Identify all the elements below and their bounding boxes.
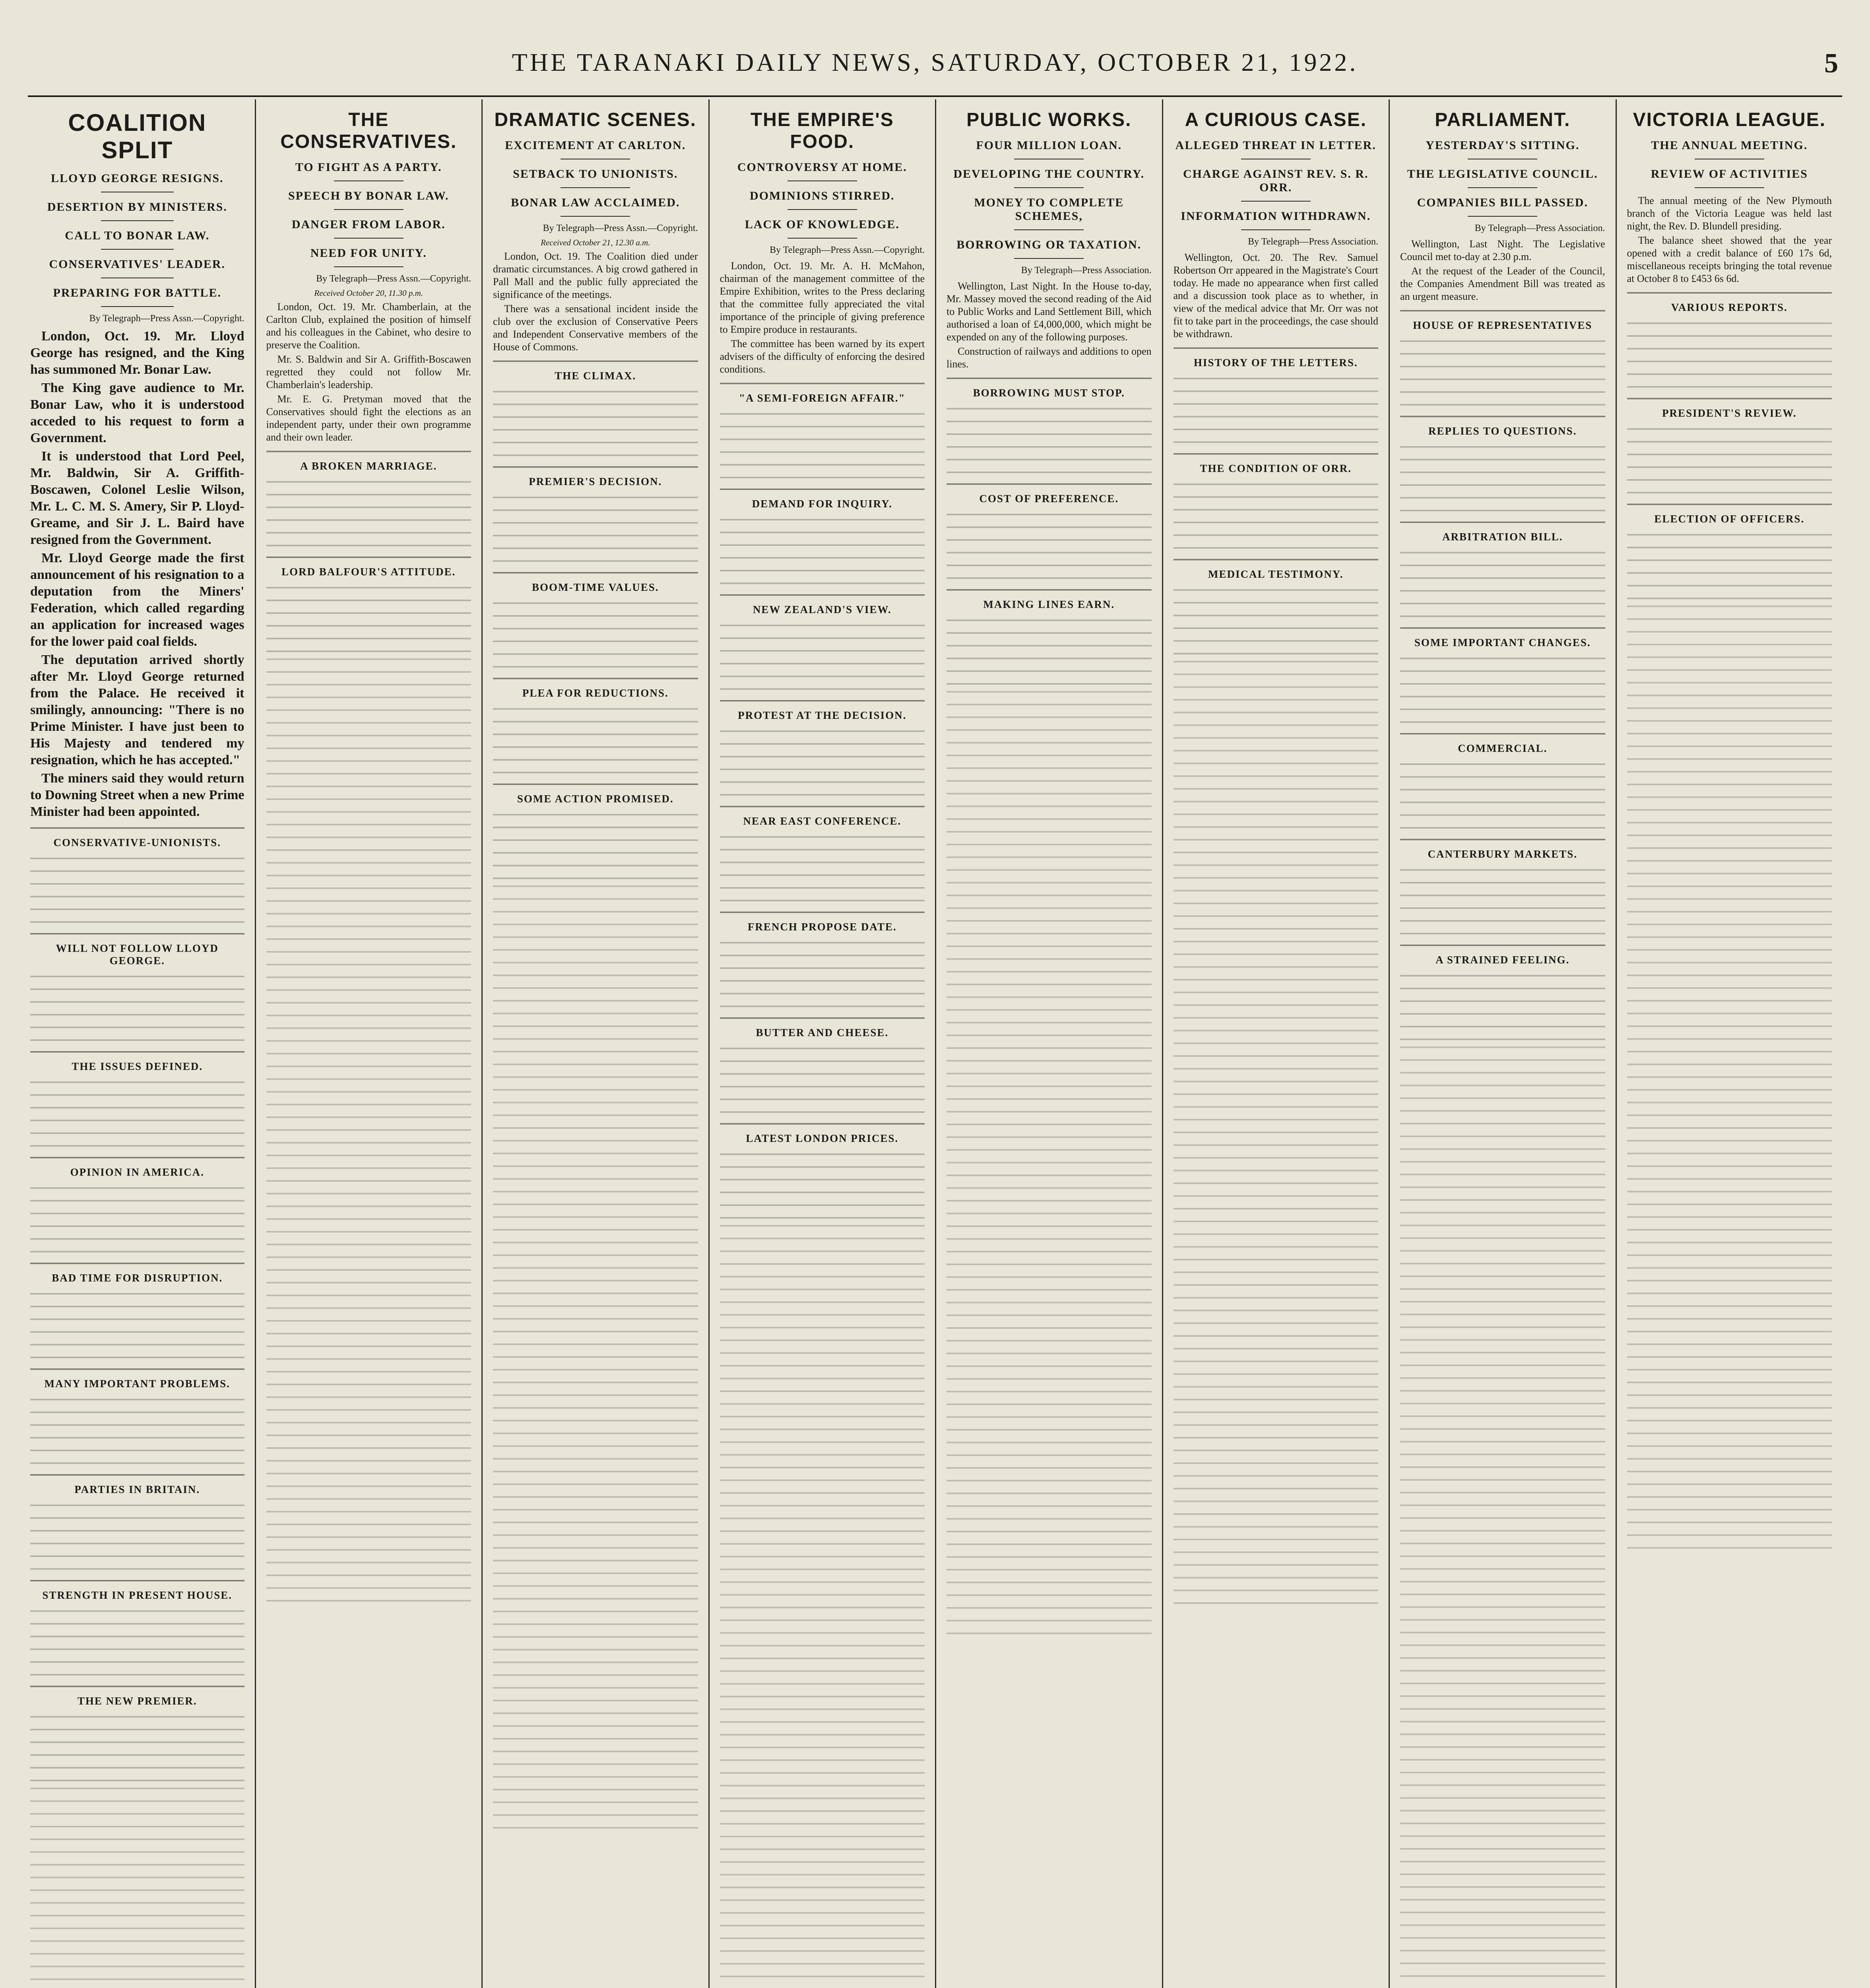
subheading: COST OF PREFERENCE. [979, 493, 1119, 505]
section-separator [720, 1017, 925, 1019]
byline: By Telegraph—Press Assn.—Copyright. [543, 223, 698, 233]
subheading: FRENCH PROPOSE DATE. [747, 921, 897, 933]
column [1616, 99, 1843, 1988]
article-paragraph: The deputation arrived shortly after Mr. Lloyd George returned from the Palace. He received it smilingly, announcing: "There is no Prime Minister. I have just been to His Majesty and tendered my resignation, which he has accepted." [30, 652, 244, 767]
subheading: THE LEGISLATIVE COUNCIL. [1407, 167, 1598, 181]
section-separator [30, 827, 244, 829]
subheading: VARIOUS REPORTS. [1671, 301, 1788, 313]
article-headline: PARLIAMENT. [1435, 109, 1571, 130]
byline: By Telegraph—Press Association. [1474, 223, 1605, 233]
body-text-block [266, 584, 471, 655]
column [935, 99, 1162, 1988]
subheading: LLOYD GEORGE RESIGNS. [50, 172, 224, 185]
body-text-block [493, 388, 698, 459]
section-separator [720, 912, 925, 913]
subheading: FOUR MILLION LOAN. [976, 139, 1122, 152]
column [255, 99, 482, 1988]
article-paragraph: The annual meeting of the New Plymouth branch of the Victoria League was held last night, the Rev. D. Blundell presiding. [1627, 195, 1832, 232]
body-text-block [30, 1501, 244, 1573]
body-text-block [30, 1607, 244, 1679]
subheading: LACK OF KNOWLEDGE. [745, 218, 900, 231]
body-text-block [30, 854, 244, 926]
body-text-block [1400, 972, 1605, 1043]
subheading: STRENGTH IN PRESENT HOUSE. [42, 1589, 233, 1601]
body-text-block [947, 405, 1152, 476]
section-separator [720, 700, 925, 701]
subheading: COMPANIES BILL PASSED. [1417, 196, 1588, 209]
body-text-block [493, 882, 698, 1837]
byline: By Telegraph—Press Association. [1248, 237, 1378, 247]
subheading: LATEST LONDON PRICES. [746, 1132, 899, 1144]
body-text-block [1627, 602, 1832, 1557]
masthead [28, 36, 1842, 97]
subheading: NEED FOR UNITY. [310, 247, 427, 260]
subheading: MEDICAL TESTIMONY. [1208, 568, 1344, 580]
section-separator [30, 933, 244, 934]
body-text-block [947, 688, 1152, 1642]
rule-divider [1241, 229, 1311, 230]
rule-divider [1014, 258, 1084, 259]
body-text-block [947, 511, 1152, 582]
rule-divider [1241, 201, 1311, 202]
subheading: MONEY TO COMPLETE SCHEMES, [974, 196, 1124, 223]
section-separator [720, 806, 925, 807]
section-separator [1400, 627, 1605, 629]
section-separator [30, 1580, 244, 1581]
article-headline: DRAMATIC SCENES. [494, 109, 696, 130]
section-separator [493, 784, 698, 785]
body-text-block [1400, 866, 1605, 938]
subheading: DESERTION BY MINISTERS. [47, 200, 227, 214]
article-paragraph: London, Oct. 19. Mr. A. H. McMahon, chairman of the management committee of the Empire Exhibition, writes to the Press declaring that the committee fully appreciated the vital importance of the principle of giving preference to Empire produce in restaurants. [720, 260, 925, 335]
body-text-block [720, 1044, 925, 1116]
body-text-block [493, 705, 698, 777]
subheading: WILL NOT FOLLOW LLOYD GEORGE. [56, 942, 219, 967]
subheading: EXCITEMENT AT CARLTON. [505, 139, 686, 152]
subheading: THE ISSUES DEFINED. [72, 1060, 203, 1072]
body-text-block [1174, 658, 1379, 1612]
body-text-block [1174, 480, 1379, 552]
section-separator [30, 1051, 244, 1052]
subheading: DEMAND FOR INQUIRY. [752, 498, 892, 510]
section-separator [30, 1369, 244, 1370]
article-paragraph: It is understood that Lord Peel, Mr. Baldwin, Sir A. Griffith-Boscawen, Colonel Leslie Wilson, Mr. L. C. M. S. Amery, Sir P. Lloyd-Greame, and Sir J. L. Baird have resigned from the Government. [30, 449, 244, 547]
body-text-block [30, 1396, 244, 1467]
subheading: CONTROVERSY AT HOME. [737, 161, 907, 174]
body-text-block [30, 1078, 244, 1150]
section-separator [1174, 559, 1379, 560]
section-separator [1400, 733, 1605, 734]
body-text-block [30, 973, 244, 1044]
body-text-block [493, 493, 698, 565]
rule-divider [561, 187, 630, 188]
masthead-title: THE TARANAKI DAILY NEWS, SATURDAY, OCTOBER 21, 1922. [512, 48, 1358, 76]
body-text-block [720, 410, 925, 481]
section-separator [1400, 839, 1605, 840]
section-separator [493, 361, 698, 362]
body-text-block [720, 621, 925, 693]
section-separator [1627, 398, 1832, 399]
body-text-block [1627, 531, 1832, 602]
body-text-block [30, 1184, 244, 1256]
subheading: DOMINIONS STIRRED. [750, 189, 895, 202]
body-text-block [720, 833, 925, 905]
column [1389, 99, 1616, 1988]
body-text-block [720, 939, 925, 1010]
subheading: NEW ZEALAND'S VIEW. [753, 604, 892, 615]
subheading: THE NEW PREMIER. [77, 1695, 197, 1707]
body-text-block [266, 478, 471, 549]
rule-divider [1014, 229, 1084, 230]
rule-divider [788, 209, 857, 210]
rule-divider [788, 238, 857, 239]
rule-divider [334, 238, 403, 239]
byline: By Telegraph—Press Assn.—Copyright. [89, 313, 244, 324]
body-text-block [1174, 586, 1379, 658]
subheading: ALLEGED THREAT IN LETTER. [1175, 139, 1376, 152]
section-separator [493, 466, 698, 468]
body-text-block [1400, 760, 1605, 832]
rule-divider [1468, 216, 1537, 217]
section-separator [1400, 416, 1605, 417]
rule-divider [1468, 187, 1537, 188]
subheading: BONAR LAW ACCLAIMED. [511, 196, 680, 209]
subheading: PREPARING FOR BATTLE. [53, 286, 221, 299]
subheading: CANTERBURY MARKETS. [1428, 848, 1578, 860]
column [708, 99, 935, 1988]
section-separator [1627, 504, 1832, 505]
page-number: 5 [1824, 48, 1838, 79]
section-separator [947, 378, 1152, 379]
article-paragraph: London, Oct. 19. Mr. Chamberlain, at the Carlton Club, explained the position of himself and his colleagues in the Cabinet, who desire to preserve the Coalition. [266, 301, 471, 351]
body-text-block [720, 516, 925, 587]
byline: By Telegraph—Press Assn.—Copyright. [316, 274, 471, 284]
section-separator [30, 1686, 244, 1687]
body-text-block [30, 1713, 244, 1784]
rule-divider [1014, 187, 1084, 188]
subheading: BORROWING MUST STOP. [973, 387, 1125, 399]
section-separator [1627, 292, 1832, 293]
subheading: TO FIGHT AS A PARTY. [295, 161, 442, 174]
subheading: THE CLIMAX. [555, 370, 636, 382]
subheading: CALL TO BONAR LAW. [65, 229, 210, 242]
subheading: PRESIDENT'S REVIEW. [1662, 407, 1797, 419]
section-separator [30, 1263, 244, 1264]
body-text-block [266, 655, 471, 1609]
article-headline: THE EMPIRE'S FOOD. [750, 109, 894, 152]
columns [28, 99, 1842, 1988]
subheading: PROTEST AT THE DECISION. [738, 709, 907, 721]
subheading: BORROWING OR TAXATION. [956, 238, 1142, 251]
body-text-block [30, 1290, 244, 1361]
body-text-block [947, 616, 1152, 688]
subheading: HISTORY OF THE LETTERS. [1193, 357, 1358, 369]
column [28, 99, 255, 1988]
section-separator [493, 572, 698, 573]
rule-divider [1695, 187, 1764, 188]
subheading: DANGER FROM LABOR. [291, 218, 446, 231]
subheading: BOOM-TIME VALUES. [532, 581, 659, 593]
subheading: CHARGE AGAINST REV. S. R. ORR. [1183, 167, 1369, 194]
subheading: REPLIES TO QUESTIONS. [1428, 425, 1577, 437]
section-separator [1174, 348, 1379, 349]
body-text-block [493, 599, 698, 671]
section-separator [947, 483, 1152, 485]
article-paragraph: Wellington, Last Night. In the House to-day, Mr. Massey moved the second reading of the Aid to Public Works and Land Settlement Bill, which authorised a loan of £4,000,000, which might be expended on any of the following purposes. [947, 280, 1152, 343]
section-separator [266, 557, 471, 558]
subheading: SOME IMPORTANT CHANGES. [1414, 637, 1591, 648]
rule-divider [101, 306, 174, 307]
section-separator [720, 1123, 925, 1124]
article-paragraph: Mr. Lloyd George made the first announcement of his resignation to a deputation from the Miners' Federation, which called regarding an application for increased wages for the lower paid coal fields. [30, 551, 244, 649]
article-headline: COALITION SPLIT [68, 109, 207, 163]
subheading: LORD BALFOUR'S ATTITUDE. [281, 566, 456, 578]
body-text-block [1627, 425, 1832, 497]
subheading: SETBACK TO UNIONISTS. [513, 167, 678, 181]
subheading: BUTTER AND CHEESE. [756, 1027, 889, 1039]
article-paragraph: The miners said they would return to Downing Street when a new Prime Minister had been appointed. [30, 771, 244, 819]
subheading: PREMIER'S DECISION. [529, 476, 662, 487]
section-separator [947, 589, 1152, 590]
section-separator [720, 489, 925, 490]
article-paragraph: At the request of the Leader of the Council, the Companies Amendment Bill was treated as an urgent measure. [1400, 265, 1605, 302]
body-text-block [720, 1222, 925, 1988]
subheading: YESTERDAY'S SITTING. [1426, 139, 1580, 152]
article-paragraph: There was a sensational incident inside the club over the exclusion of Conservative Peers and Independent Conservative members of the House of Commons. [493, 303, 698, 353]
subheading: INFORMATION WITHDRAWN. [1181, 210, 1371, 223]
body-text-block [1400, 443, 1605, 514]
section-separator [266, 451, 471, 452]
byline: By Telegraph—Press Assn.—Copyright. [770, 245, 925, 255]
body-text-block [493, 811, 698, 882]
section-separator [1400, 522, 1605, 523]
article-paragraph: London, Oct. 19. Mr. Lloyd George has resigned, and the King has summoned Mr. Bonar Law. [30, 329, 244, 377]
subheading: OPINION IN AMERICA. [70, 1166, 204, 1178]
subheading: ARBITRATION BILL. [1442, 531, 1563, 543]
subheading: HOUSE OF REPRESENTATIVES [1413, 319, 1593, 331]
article-paragraph: London, Oct. 19. The Coalition died under dramatic circumstances. A big crowd gathered in Pall Mall and the public fully appreciated the significance of the meetings. [493, 250, 698, 300]
subheading: SPEECH BY BONAR LAW. [288, 189, 449, 202]
subheading: "A SEMI-FOREIGN AFFAIR." [739, 392, 906, 404]
article-paragraph: Wellington, Last Night. The Legislative Council met to-day at 2.30 p.m. [1400, 238, 1605, 262]
article-headline: THE CONSERVATIVES. [280, 109, 457, 152]
body-text-block [30, 1784, 244, 1988]
subheading: NEAR EAST CONFERENCE. [743, 815, 902, 827]
section-separator [30, 1157, 244, 1158]
body-text-block [1400, 1043, 1605, 1988]
body-text-block [720, 1150, 925, 1222]
dateline: Received October 21, 12.30 a.m. [541, 238, 650, 247]
subheading: SOME ACTION PROMISED. [517, 793, 674, 805]
rule-divider [101, 249, 174, 250]
column [1162, 99, 1389, 1988]
subheading: MAKING LINES EARN. [983, 598, 1115, 610]
body-text-block [720, 727, 925, 799]
subheading: MANY IMPORTANT PROBLEMS. [44, 1378, 230, 1390]
section-separator [720, 594, 925, 596]
subheading: A STRAINED FEELING. [1435, 954, 1570, 966]
section-separator [720, 383, 925, 384]
subheading: ELECTION OF OFFICERS. [1654, 513, 1805, 525]
section-separator [1174, 453, 1379, 454]
article-paragraph: The King gave audience to Mr. Bonar Law, who it is understood acceded to his request to form a Government. [30, 381, 244, 445]
article-paragraph: The committee has been warned by its expert advisers of the difficulty of enforcing the desired conditions. [720, 338, 925, 375]
subheading: DEVELOPING THE COUNTRY. [953, 167, 1145, 181]
body-text-block [1627, 319, 1832, 391]
article-paragraph: Construction of railways and additions to open lines. [947, 346, 1152, 370]
column [481, 99, 708, 1988]
section-separator [1400, 310, 1605, 311]
section-separator [30, 1474, 244, 1475]
rule-divider [334, 209, 403, 210]
article-paragraph: Mr. E. G. Pretyman moved that the Conservatives should fight the elections as an independent party, under their own programme and their own leader. [266, 393, 471, 443]
byline: By Telegraph—Press Association. [1021, 265, 1152, 276]
subheading: CONSERVATIVE-UNIONISTS. [53, 837, 221, 848]
subheading: PARTIES IN BRITAIN. [74, 1483, 200, 1495]
subheading: CONSERVATIVES' LEADER. [49, 258, 226, 271]
section-separator [1400, 945, 1605, 946]
rule-divider [334, 266, 403, 267]
subheading: A BROKEN MARRIAGE. [300, 460, 437, 472]
article-paragraph: Wellington, Oct. 20. The Rev. Samuel Robertson Orr appeared in the Magistrate's Court today. He made no appearance when first called and a discussion took place as to whether, in view of the medical advice that Mr. Orr was not fit to take part in the proceedings, the case should be withdrawn. [1173, 252, 1379, 340]
dateline: Received October 20, 11.30 p.m. [314, 288, 423, 298]
section-separator [493, 678, 698, 679]
article-paragraph: Mr. S. Baldwin and Sir A. Griffith-Boscawen regretted they could not follow Mr. Chamberlain's leadership. [266, 353, 471, 390]
body-text-block [1174, 375, 1379, 446]
subheading: THE ANNUAL MEETING. [1651, 139, 1808, 152]
article-paragraph: The balance sheet showed that the year opened with a credit balance of £60 17s 6d, miscellaneous receipts bringing the total revenue at October 8 to £453 6s 6d. [1627, 235, 1832, 284]
subheading: PLEA FOR REDUCTIONS. [522, 687, 669, 699]
body-text-block [1400, 549, 1605, 620]
subheading: REVIEW OF ACTIVITIES [1651, 167, 1808, 181]
article-headline: A CURIOUS CASE. [1185, 109, 1367, 130]
article-headline: PUBLIC WORKS. [966, 109, 1132, 130]
subheading: BAD TIME FOR DISRUPTION. [52, 1272, 223, 1284]
rule-divider [561, 216, 630, 217]
subheading: THE CONDITION OF ORR. [1200, 462, 1352, 474]
body-text-block [1400, 654, 1605, 726]
article-headline: VICTORIA LEAGUE. [1633, 109, 1826, 130]
rule-divider [101, 220, 174, 221]
body-text-block [1400, 337, 1605, 409]
subheading: COMMERCIAL. [1458, 742, 1548, 754]
